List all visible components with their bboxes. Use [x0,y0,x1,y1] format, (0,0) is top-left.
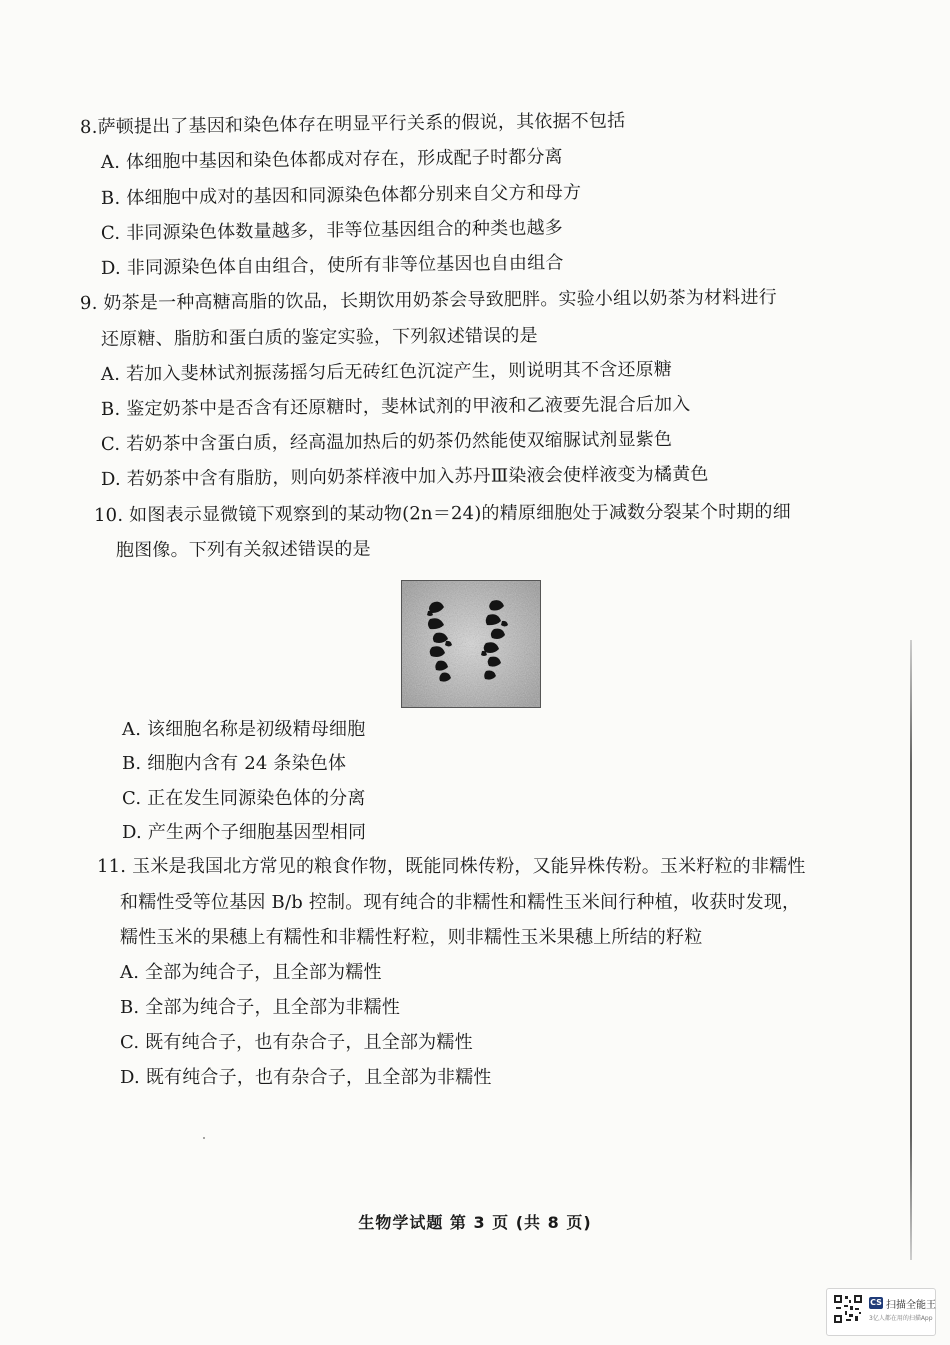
meiosis-micrograph [401,580,541,708]
scanner-watermark [826,1288,936,1336]
q9-stem-line2: 还原糖、脂肪和蛋白质的鉴定实验，下列叙述错误的是 [100,325,538,350]
camscanner-logo-icon: CS [870,1298,882,1307]
q8-option-a: A. 体细胞中基因和染色体都成对存在，形成配子时都分离 [100,146,563,173]
q8-option-c: C. 非同源染色体数量越多，非等位基因组合的种类也越多 [100,217,564,244]
q11-stem-line1: 11. 玉米是我国北方常见的粮食作物，既能同株传粉，又能异株传粉。玉米籽粒的非糯性 [97,856,806,877]
q9-option-c: C. 若奶茶中含蛋白质，经高温加热后的奶茶仍然能使双缩脲试剂显紫色 [100,429,673,455]
q8-option-b: B. 体细胞中成对的基因和同源染色体都分别来自父方和母方 [100,182,582,209]
q10-option-c: C. 正在发生同源染色体的分离 [122,788,366,809]
q11-stem-line3: 糯性玉米的果穗上有糯性和非糯性籽粒，则非糯性玉米果穗上所结的籽粒 [120,927,703,948]
q10-stem-line1: 10. 如图表示显微镜下观察到的某动物(2n＝24)的精原细胞处于减数分裂某个时期的细 [93,501,791,526]
qr-code-icon [833,1294,863,1324]
micrograph-grain [402,581,540,707]
q10-option-b: B. 细胞内含有 24 条染色体 [122,753,347,774]
q10-stem-line2: 胞图像。下列有关叙述错误的是 [115,538,371,561]
scan-edge-shadow [910,640,912,1260]
q8-option-d: D. 非同源染色体自由组合，使所有非等位基因也自由组合 [100,252,564,279]
scanner-tagline: 3亿人都在用的扫描App [869,1315,933,1322]
q11-option-c: C. 既有纯合子，也有杂合子，且全部为糯性 [120,1032,473,1053]
scan-speck [203,1137,205,1139]
q9-option-a: A. 若加入斐林试剂振荡摇匀后无砖红色沉淀产生，则说明其不含还原糖 [100,359,673,385]
q8-stem: 8.萨顿提出了基因和染色体存在明显平行关系的假说，其依据不包括 [79,110,626,138]
q9-option-b: B. 鉴定奶茶中是否含有还原糖时，斐林试剂的甲液和乙液要先混合后加入 [100,393,691,420]
q11-option-a: A. 全部为纯合子，且全部为糯性 [120,962,382,983]
scanner-app-name: 扫描全能王 [886,1300,936,1311]
q11-stem-line2: 和糯性受等位基因 B/b 控制。现有纯合的非糯性和糯性玉米间行种植，收获时发现， [120,892,801,913]
q11-option-d: D. 既有纯合子，也有杂合子，且全部为非糯性 [120,1067,492,1088]
q9-option-d: D. 若奶茶中含有脂肪，则向奶茶样液中加入苏丹Ⅲ染液会使样液变为橘黄色 [100,463,709,490]
q9-stem-line1: 9. 奶茶是一种高糖高脂的饮品，长期饮用奶茶会导致肥胖。实验小组以奶茶为材料进行 [79,286,777,314]
q10-option-d: D. 产生两个子细胞基因型相同 [122,822,367,843]
q10-option-a: A. 该细胞名称是初级精母细胞 [122,719,366,740]
page-footer: 生物学试题 第 3 页 (共 8 页) [358,1213,592,1232]
q11-option-b: B. 全部为纯合子，且全部为非糯性 [120,997,401,1018]
micrograph-svg [402,581,540,707]
